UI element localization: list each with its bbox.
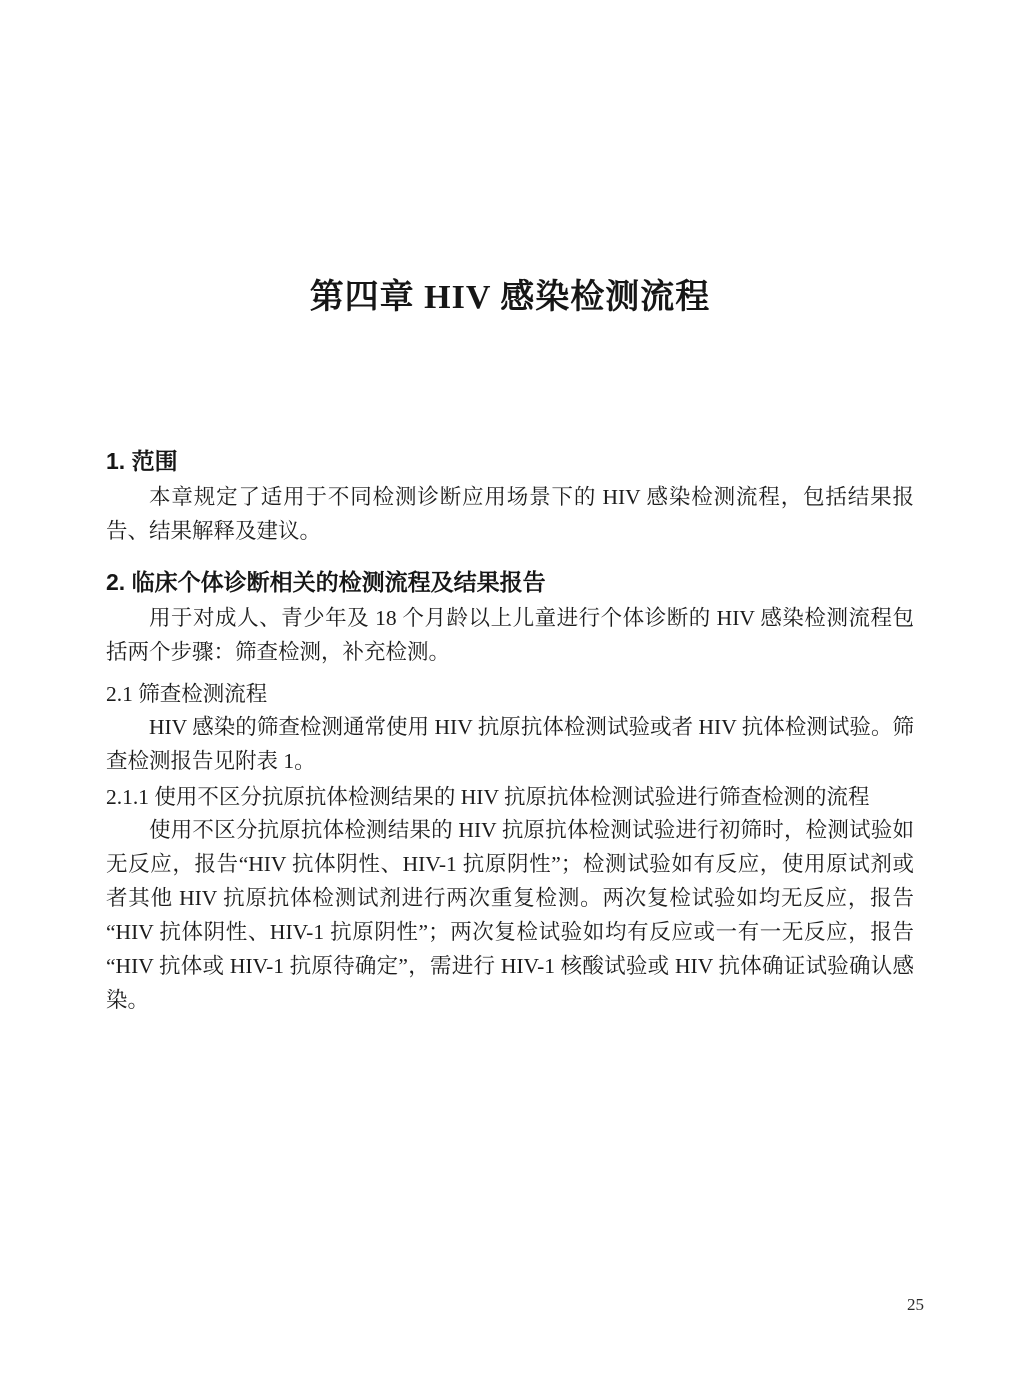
section-2-1-paragraph: HIV 感染的筛查检测通常使用 HIV 抗原抗体检测试验或者 HIV 抗体检测试验。筛查检测报告见附表 1。 [106,715,914,773]
section-1-paragraph: 本章规定了适用于不同检测诊断应用场景下的 HIV 感染检测流程，包括结果报告、结果解释及建议。 [106,485,914,543]
chapter-title: 第四章 HIV 感染检测流程 [309,279,711,316]
document-content [106,0,914,1017]
page-number: 25 [907,1295,924,1314]
section-2-heading: 2. 临床个体诊断相关的检测流程及结果报告 [106,569,546,595]
section-2-paragraph: 用于对成人、青少年及 18 个月龄以上儿童进行个体诊断的 HIV 感染检测流程包括两个步骤：筛查检测，补充检测。 [106,606,914,664]
section-2-1-heading: 2.1 筛查检测流程 [106,682,268,706]
section-2-1-1-paragraph: 使用不区分抗原抗体检测结果的 HIV 抗原抗体检测试验进行初筛时，检测试验如无反应，报告“HIV 抗体阴性、HIV-1 抗原阴性”；检测试验如有反应，使用原试剂或者其他 HIV 抗原抗体检测试剂进行两次重复检测。两次复检试验如均无反应，报告“HIV 抗体阴性、HIV-1 抗原阴性”；两次复检试验如均有反应或一有一无反应，报告“HIV 抗体或 HIV-1 抗原待确定”，需进行 HIV-1 核酸试验或 HIV 抗体确证试验确认感染。 [106,818,914,1012]
section-1-heading: 1. 范围 [106,448,178,474]
section-2-1-1-heading: 2.1.1 使用不区分抗原抗体检测结果的 HIV 抗原抗体检测试验进行筛查检测的流程 [106,785,870,809]
